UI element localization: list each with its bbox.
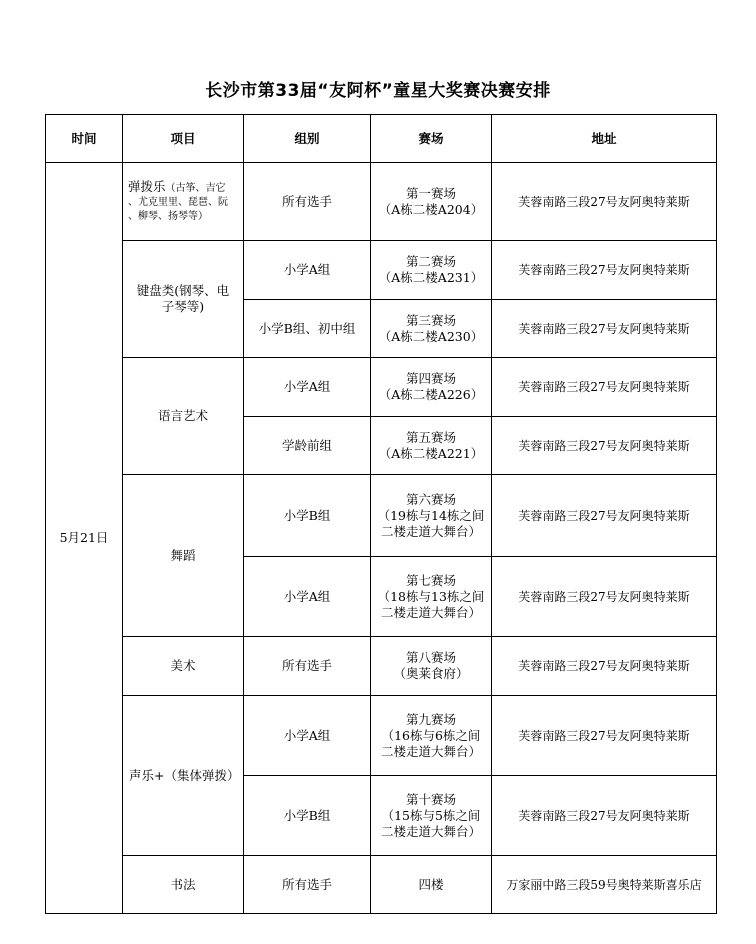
- venue-location: （A栋二楼A231）: [378, 270, 484, 285]
- category-keyboard-line: 子琴等): [161, 299, 205, 314]
- address-cell: 芙蓉南路三段27号友阿奥特莱斯: [492, 300, 717, 358]
- venue-location: （18栋与13栋之间: [377, 588, 485, 604]
- category-plucked-detail: （古筝、吉它: [165, 182, 226, 194]
- venue-name: 第六赛场: [405, 491, 456, 507]
- venue-name: 第三赛场: [405, 312, 456, 328]
- venue-location: （A栋二楼A221）: [378, 445, 484, 461]
- venue-cell: [371, 696, 492, 776]
- venue-cell: [371, 358, 492, 417]
- category-keyboard: [123, 241, 244, 358]
- group-cell: 小学A组: [244, 696, 371, 776]
- venue-cell: [371, 241, 492, 300]
- venue-location: 二楼走道大舞台）: [380, 823, 481, 839]
- table-row: [46, 241, 717, 300]
- address-cell: 芙蓉南路三段27号友阿奥特莱斯: [492, 358, 717, 417]
- address-cell: 芙蓉南路三段27号友阿奥特莱斯: [492, 696, 717, 776]
- category-dance: 舞蹈: [123, 475, 244, 637]
- venue-name: 第一赛场: [405, 185, 456, 201]
- venue-cell: [371, 557, 492, 637]
- venue-cell: [371, 475, 492, 557]
- venue-location: （19栋与14栋之间: [377, 507, 485, 523]
- venue-cell: [371, 637, 492, 696]
- group-cell: 小学A组: [244, 358, 371, 417]
- address-cell: 芙蓉南路三段27号友阿奥特莱斯: [492, 776, 717, 856]
- table-row: [46, 696, 717, 776]
- header-row: [46, 115, 717, 163]
- group-cell: 小学A组: [244, 241, 371, 300]
- category-art: 美术: [123, 637, 244, 696]
- page-title: 长沙市第33届“友阿杯”童星大奖赛决赛安排: [205, 81, 551, 101]
- group-cell: 小学B组: [244, 475, 371, 557]
- address-cell: 芙蓉南路三段27号友阿奥特莱斯: [492, 163, 717, 241]
- group-cell: 所有选手: [244, 856, 371, 914]
- table-row: [46, 358, 717, 417]
- group-cell: 学龄前组: [244, 417, 371, 475]
- address-cell: 芙蓉南路三段27号友阿奥特莱斯: [492, 417, 717, 475]
- venue-cell: 四楼: [371, 856, 492, 914]
- category-language: 语言艺术: [123, 358, 244, 475]
- header-address: 地址: [492, 115, 717, 163]
- category-vocal: 声乐+（集体弹拨）: [123, 696, 244, 856]
- header-group: 组别: [244, 115, 371, 163]
- venue-location: （A栋二楼A230）: [378, 328, 484, 344]
- table-row: [46, 163, 717, 241]
- header-time: 时间: [46, 115, 123, 163]
- venue-name: 第九赛场: [405, 711, 456, 727]
- venue-location: 二楼走道大舞台）: [380, 743, 481, 759]
- table-row: [46, 637, 717, 696]
- venue-location: （15栋与5栋之间: [381, 807, 481, 823]
- category-plucked: [123, 163, 244, 241]
- group-cell: 小学B组、初中组: [244, 300, 371, 358]
- address-cell: 芙蓉南路三段27号友阿奥特莱斯: [492, 557, 717, 637]
- header-venue: 赛场: [371, 115, 492, 163]
- venue-location: 二楼走道大舞台）: [380, 604, 481, 620]
- venue-name: 第七赛场: [405, 572, 456, 588]
- schedule-table: [45, 114, 717, 914]
- table-row: [46, 475, 717, 557]
- venue-name: 第二赛场: [405, 254, 456, 269]
- group-cell: 所有选手: [244, 163, 371, 241]
- address-cell: 芙蓉南路三段27号友阿奥特莱斯: [492, 241, 717, 300]
- venue-cell: [371, 163, 492, 241]
- venue-cell: [371, 417, 492, 475]
- category-plucked-detail: 、尤克里里、琵琶、阮: [128, 196, 228, 208]
- venue-location: （A栋二楼A226）: [378, 387, 484, 402]
- venue-name: 第八赛场: [405, 650, 456, 665]
- category-plucked-detail: 、柳琴、扬琴等）: [128, 210, 208, 222]
- category-calligraphy: 书法: [123, 856, 244, 914]
- venue-location: 二楼走道大舞台）: [380, 523, 481, 539]
- venue-location: （奥莱食府）: [393, 666, 469, 681]
- date-cell: 5月21日: [46, 163, 123, 914]
- category-keyboard-line: 键盘类(钢琴、电: [136, 283, 230, 298]
- venue-name: 第四赛场: [405, 371, 456, 386]
- category-plucked-main: 弹拨乐: [128, 178, 166, 194]
- group-cell: 所有选手: [244, 637, 371, 696]
- venue-location: （16栋与6栋之间: [381, 727, 481, 743]
- venue-cell: [371, 300, 492, 358]
- venue-location: （A栋二楼A204）: [378, 201, 484, 217]
- venue-name: 第十赛场: [405, 791, 456, 807]
- group-cell: 小学A组: [244, 557, 371, 637]
- address-cell: 芙蓉南路三段27号友阿奥特莱斯: [492, 637, 717, 696]
- header-project: 项目: [123, 115, 244, 163]
- address-cell: 芙蓉南路三段27号友阿奥特莱斯: [492, 475, 717, 557]
- group-cell: 小学B组: [244, 776, 371, 856]
- venue-cell: [371, 776, 492, 856]
- table-row: [46, 856, 717, 914]
- venue-name: 第五赛场: [405, 429, 456, 445]
- address-cell: 万家丽中路三段59号奥特莱斯喜乐店: [492, 856, 717, 914]
